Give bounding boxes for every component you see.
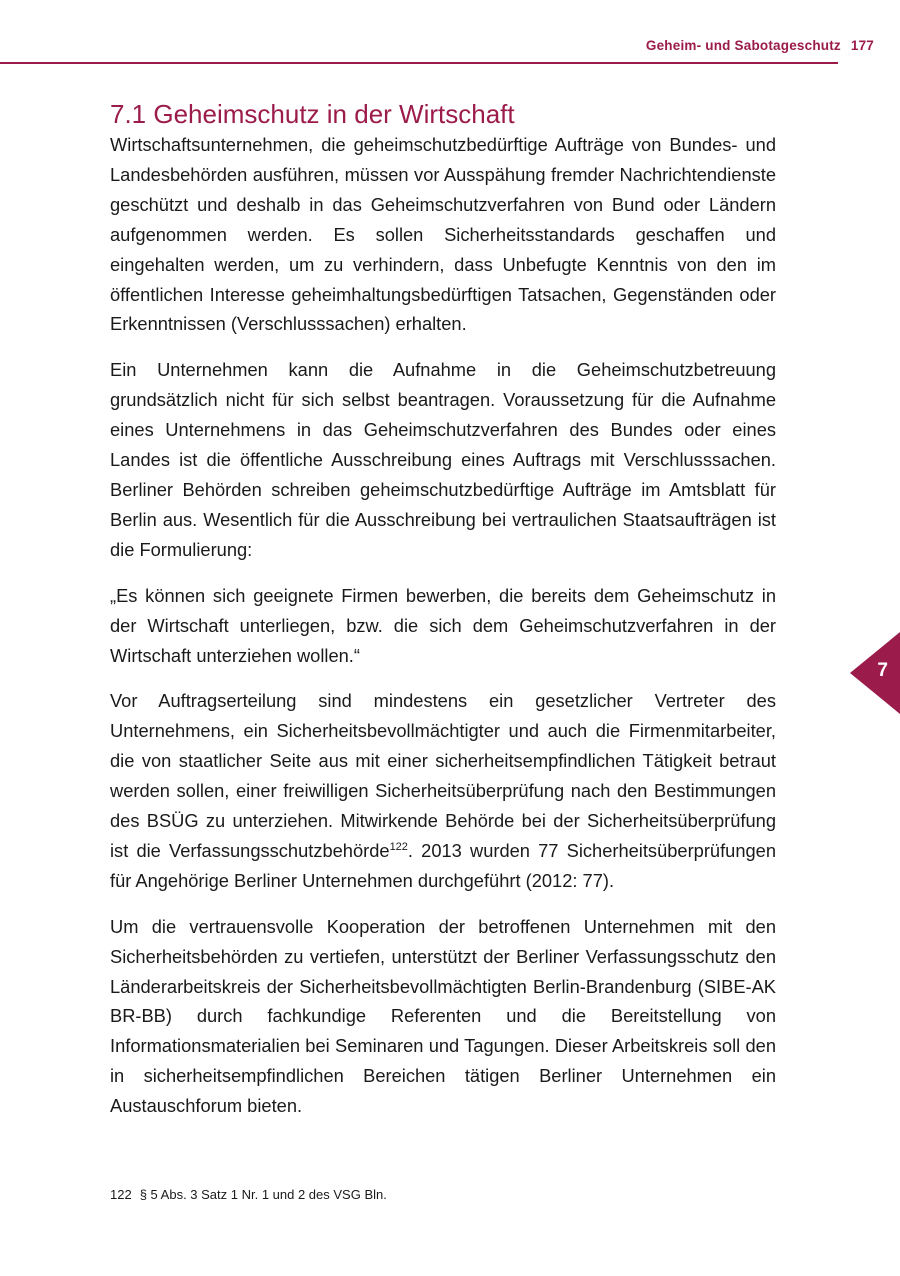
paragraph-1: Wirtschaftsunternehmen, die geheimschutzbedürftige Aufträge von Bundes- und Landesbehörden ausführen, müssen vor Ausspähung fremder Nachrichtendienste geschützt und deshalb in das Geheimschutzverfahren von Bund oder Ländern aufgenommen werden. Es sollen Sicherheitsstandards geschaffen und eingehalten werden, um zu verhindern, dass Unbefugte Kenntnis von den im öffentlichen Interesse geheimhaltungsbedürftigen Tatsachen, Gegenständen oder Erkenntnissen (Verschlusssachen) erhalten. <box>110 134 776 335</box>
paragraph-4 <box>110 686 776 895</box>
section-title: 7.1 Geheimschutz in der Wirtschaft <box>110 99 515 129</box>
paragraph-2: Ein Unternehmen kann die Aufnahme in die Geheimschutzbetreuung grundsätzlich nicht für sich selbst beantragen. Voraussetzung für die Aufnahme eines Unternehmens in das Geheimschutzverfahren des Bundes oder eines Landes ist die öffentliche Ausschreibung eines Auftrags mit Verschlusssachen. Berliner Behörden schreiben geheimschutzbedürftige Aufträge im Amtsblatt für Berlin aus. Wesentlich für die Ausschreibung bei vertraulichen Staatsaufträgen ist die Formulierung: <box>110 359 776 560</box>
paragraph-4-text-a: Vor Auftragserteilung sind mindestens ein gesetzlicher Vertreter des Unternehmens, ein Sicherheitsbevollmächtigter und auch die Firmenmitarbeiter, die von staatlicher Seite aus mit einer sicherheitsempfindlichen Tätigkeit betraut werden sollen, einer freiwilligen Sicherheitsüberprüfung nach den Bestimmungen des BSÜG zu unterziehen. Mitwirkende Behörde bei der Sicherheitsüberprüfung ist die Verfassungsschutzbehörde <box>110 690 776 861</box>
footnote-reference: 122 <box>389 840 408 853</box>
paragraph-5: Um die vertrauensvolle Kooperation der betroffenen Unternehmen mit den Sicherheitsbehörden zu vertiefen, unterstützt der Berliner Verfassungsschutz den Länderarbeitskreis der Sicherheitsbevollmächtigten Berlin-Brandenburg (SIBE-AK BR-BB) durch fachkundige Referenten und die Bereitstellung von Informationsmaterialien bei Seminaren und Tagungen. Dieser Arbeitskreis soll den in sicherheitsempfindlichen Bereichen tätigen Berliner Unternehmen ein Austauschforum bieten. <box>110 915 776 1117</box>
running-title: Geheim- und Sabotageschutz <box>645 38 841 53</box>
chapter-tab <box>850 632 900 714</box>
footnote-text: § 5 Abs. 3 Satz 1 Nr. 1 und 2 des VSG Bln. <box>139 1187 387 1202</box>
paragraph-3-quote: „Es können sich geeignete Firmen bewerben, die bereits dem Geheimschutz in der Wirtschaft unterliegen, bzw. die sich dem Geheimschutzverfahren in der Wirtschaft unterziehen wollen.“ <box>110 584 776 666</box>
chapter-number: 7 <box>877 660 888 681</box>
running-header <box>646 38 874 53</box>
page-number: 177 <box>850 38 874 53</box>
header-rule <box>0 62 838 64</box>
main-content <box>110 98 776 1137</box>
footnote <box>110 1187 387 1202</box>
paragraph-4-text-b: . 2013 wurden 77 Sicherheitsüberprüfungen für Angehörige Berliner Unternehmen durchgeführt (2012: 77). <box>110 839 777 891</box>
chapter-tab-shape <box>850 632 900 714</box>
footnote-number: 122 <box>110 1187 132 1202</box>
